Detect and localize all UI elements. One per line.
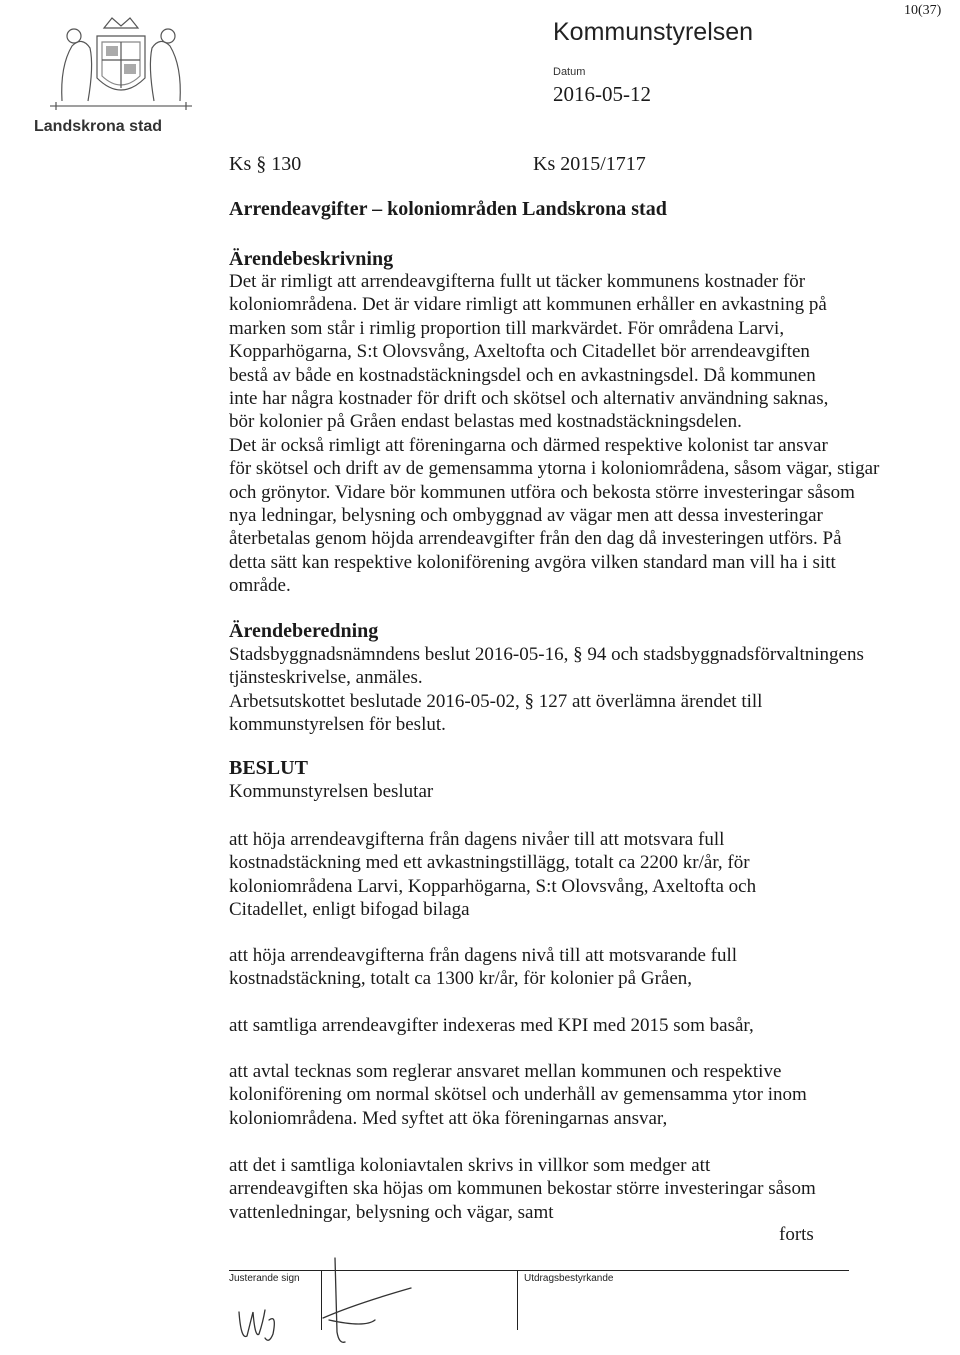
beslut-item: att avtal tecknas som reglerar ansvaret mellan kommunen och respektive koloniförening om normal skötsel och underhåll av gemensamma ytor inom koloniområdena. Med syftet att öka föreningarnas ansvar, bbox=[229, 1061, 807, 1129]
beslut-item: att höja arrendeavgifterna från dagens nivåer till att motsvara full kostnadstäckning med ett avkastningstillägg, totalt ca 2200 kr/år, för koloniområdena Larvi, Kopparhögarna, S:t Olovsvång, Axeltofta och Citadellet, enligt bifogad bilaga bbox=[229, 829, 757, 921]
justerande-sign-label: Justerande sign bbox=[229, 1273, 300, 1284]
document-organization: Kommunstyrelsen bbox=[553, 18, 754, 46]
section-heading-arendebeskrivning: Ärendebeskrivning bbox=[229, 248, 394, 270]
city-crest-logo bbox=[42, 6, 200, 116]
date-value: 2016-05-12 bbox=[553, 82, 651, 106]
case-number: Ks 2015/1717 bbox=[533, 153, 646, 175]
page-number: 10(37) bbox=[904, 3, 942, 18]
org-name: Landskrona stad bbox=[34, 118, 163, 135]
handwritten-signature bbox=[225, 1250, 455, 1350]
document-title: Arrendeavgifter – koloniområden Landskrona stad bbox=[229, 198, 667, 220]
paragraph-number: Ks § 130 bbox=[229, 153, 302, 175]
date-label: Datum bbox=[553, 66, 586, 78]
continued-marker: forts bbox=[779, 1224, 814, 1245]
signature-divider bbox=[517, 1270, 518, 1330]
beslut-intro: Kommunstyrelsen beslutar bbox=[229, 781, 434, 802]
section-text-arendeberedning: Stadsbyggnadsnämndens beslut 2016-05-16, § 94 och stadsbyggnadsförvaltningens tjänsteskrivelse, anmäles. Arbetsutskottet beslutade 2016-05-02, § 127 att överlämna ärendet till kommunstyrelsen för beslut. bbox=[229, 644, 864, 736]
beslut-item: att samtliga arrendeavgifter indexeras med KPI med 2015 som basår, bbox=[229, 1015, 754, 1036]
section-heading-arendeberedning: Ärendeberedning bbox=[229, 620, 379, 642]
beslut-item: att det i samtliga koloniavtalen skrivs in villkor som medger att arrendeavgiften ska höjas om kommunen bekostar större investeringar såsom vattenledningar, belysning och vägar, samt bbox=[229, 1155, 816, 1223]
section-heading-beslut: BESLUT bbox=[229, 757, 308, 779]
beslut-item: att höja arrendeavgifterna från dagens nivå till att motsvarande full kostnadstäckning, totalt ca 1300 kr/år, för kolonier på Gråen, bbox=[229, 945, 738, 990]
utdragsbestyrkande-label: Utdragsbestyrkande bbox=[524, 1273, 614, 1284]
section-text-arendebeskrivning: Det är rimligt att arrendeavgifterna fullt ut täcker kommunens kostnader för koloniområdena. Det är vidare rimligt att kommunen erhåller en avkastning på marken som står i rimlig proportion till markvärdet. För områdena Larvi, Kopparhögarna, S:t Olovsvång, Axeltofta och Citadellet bör arrendeavgiften bestå av både en kostnadstäckningsdel och en avkastningsdel. Då kommunen inte har några kostnader för drift och skötsel och alternativ användning saknas, bör kolonier på Gråen endast belastas med kostnadstäckningsdelen. Det är också rimligt att föreningarna och därmed respektive kolonist tar ansvar för skötsel och drift av de gemensamma ytorna i koloniområdena, såsom vägar, stigar och grönytor. Vidare bör kommunen utföra och bekosta större investeringar såsom nya ledningar, belysning och ombyggnad av vägar men att dessa investeringar återbetalas genom höjda arrendeavgifter från den dag då investeringen utförs. På detta sätt kan respektive koloniförening avgöra vilken standard man vill ha i sitt område. bbox=[229, 271, 880, 597]
